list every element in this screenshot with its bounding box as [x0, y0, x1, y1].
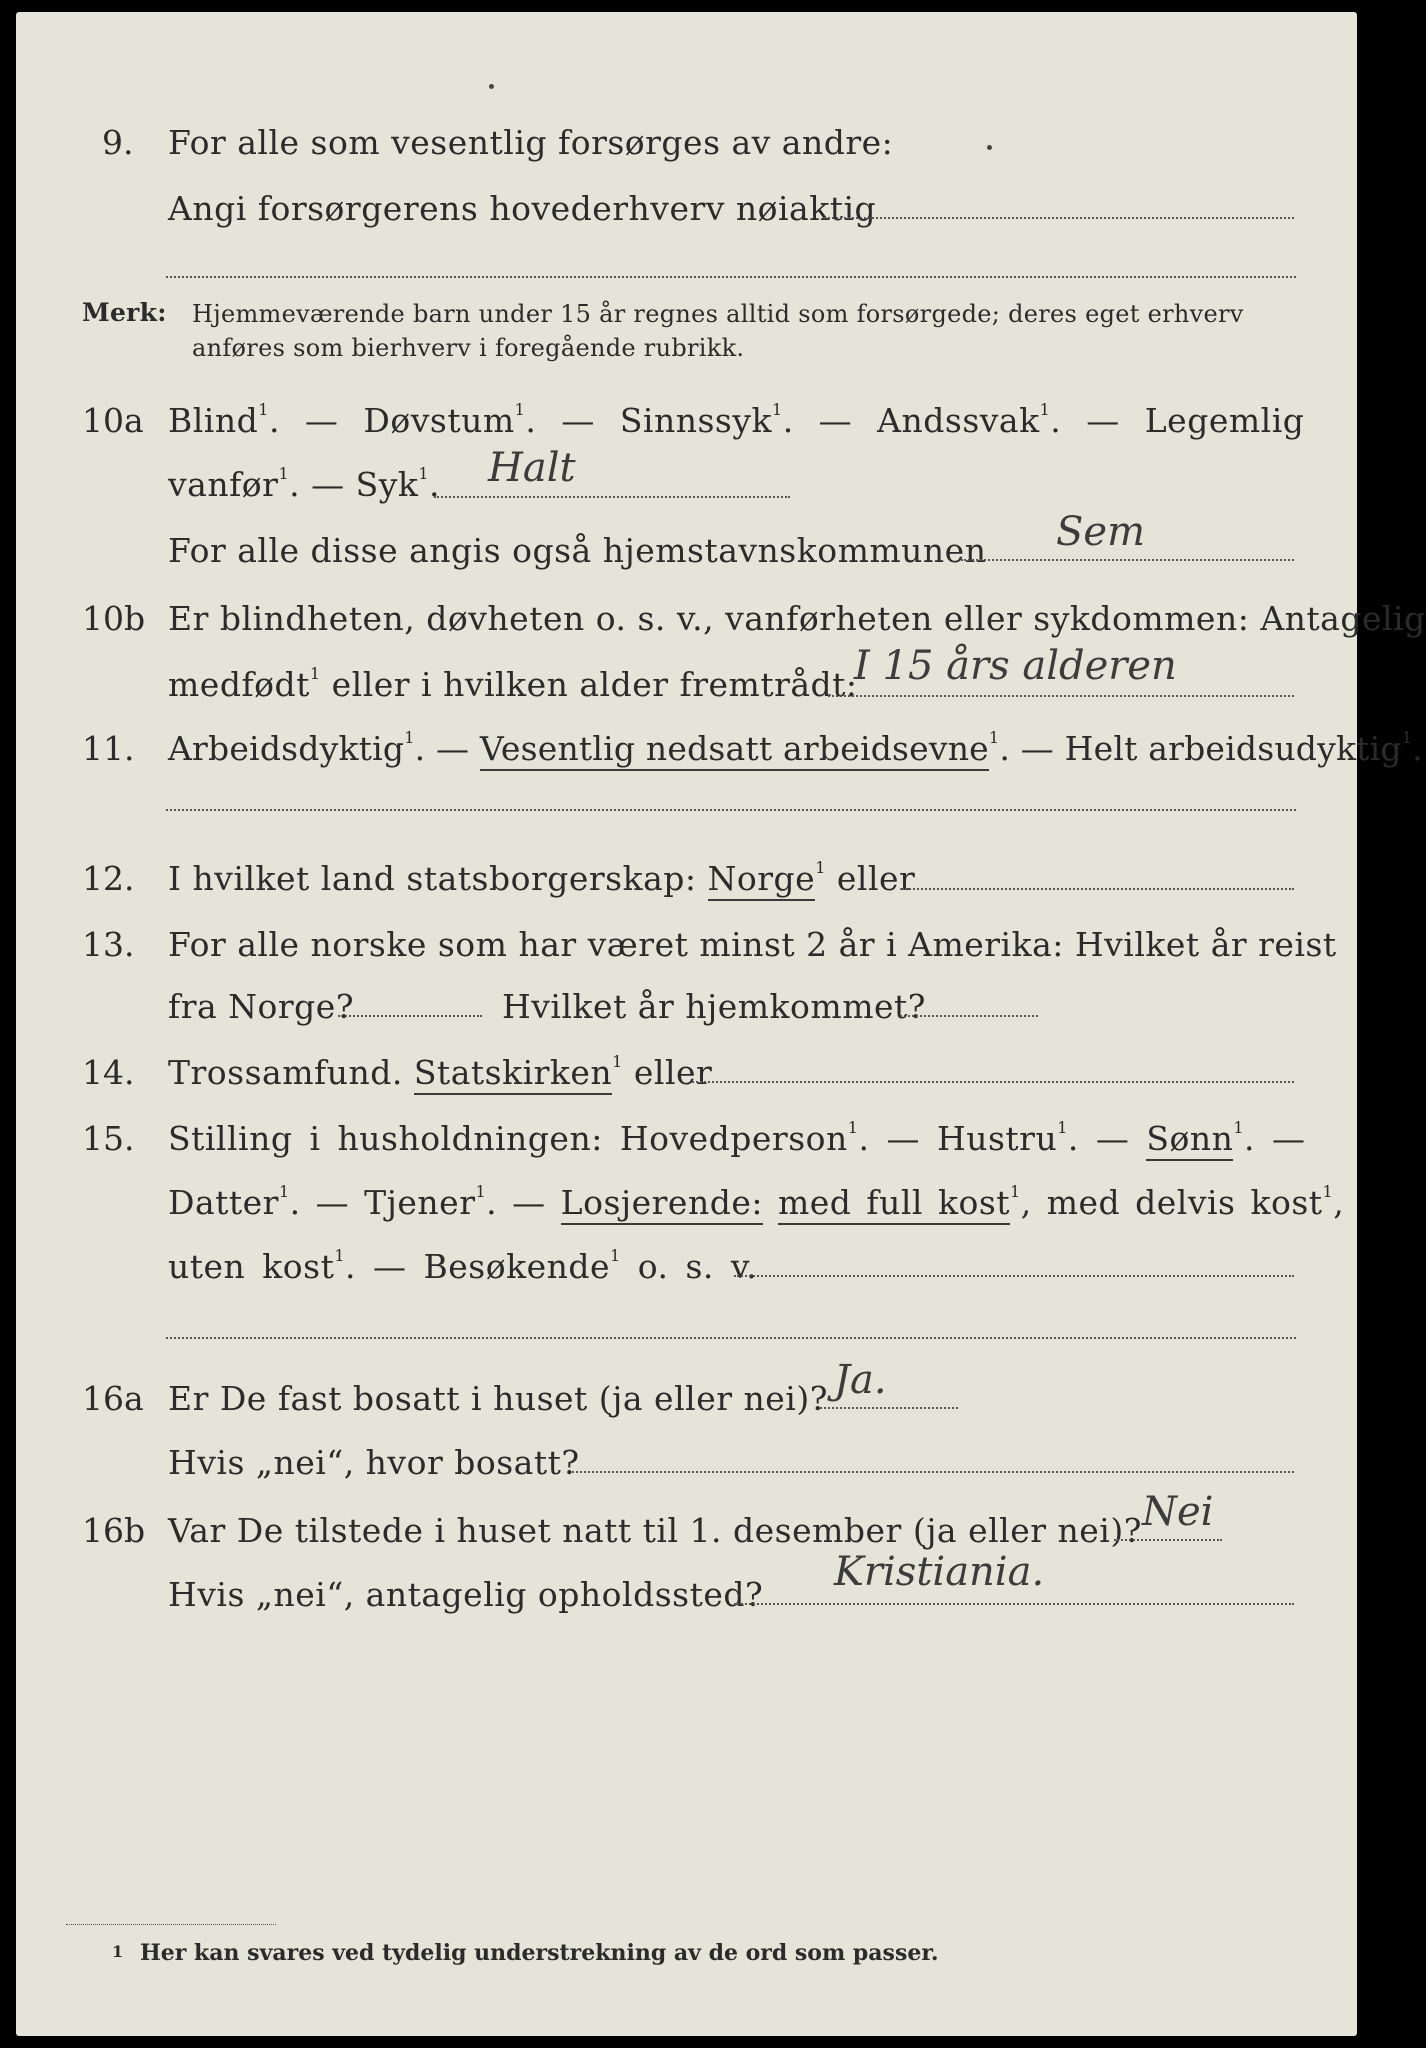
answer-tilstede-handwritten: Nei [1142, 1489, 1214, 1535]
opt-sinnssyk[interactable]: Sinnssyk [619, 401, 772, 440]
q9-line2: Angi forsørgerens hovederhverv nøiaktig [168, 189, 877, 228]
q13-reist-line[interactable] [338, 1015, 482, 1017]
q16a-line2: Hvis „nei“, hvor bosatt? [168, 1443, 580, 1482]
opt-andssvak[interactable]: Andssvak [877, 401, 1040, 440]
opt-losjerende[interactable]: Losjerende: [561, 1183, 763, 1225]
opt-syk[interactable]: Syk [355, 465, 419, 504]
q10a-kommune-line[interactable] [961, 559, 1294, 561]
q11-line: Arbeidsdyktig$^1$. — Vesentlig nedsatt arbeidsevne$^1$. — Helt arbeidsudyktig$^1$. [168, 732, 1423, 765]
q10a-syk-line[interactable] [434, 496, 790, 498]
opt-full-kost[interactable]: med full kost [778, 1183, 1010, 1225]
census-form-page [16, 12, 1426, 2036]
answer-bosatt-handwritten: Ja. [834, 1357, 887, 1403]
footnote-mark: 1 [112, 1942, 124, 1961]
q10a-line2: vanfør$^1$. — Syk$^1$. [168, 464, 441, 504]
opt-legemlig[interactable]: Legemlig [1144, 401, 1305, 440]
q14-line: Trossamfund. Statskirken$^1$ eller [168, 1056, 712, 1089]
opt-medfodt[interactable]: medfødt [168, 665, 310, 704]
ink-speck [489, 84, 494, 89]
opt-statskirken[interactable]: Statskirken [414, 1053, 612, 1095]
q10a-line1: Blind$^1$. — Døvstum$^1$. — Sinnssyk$^1$. — Andssvak$^1$. — Legemlig [168, 400, 1305, 440]
opt-datter[interactable]: Datter [168, 1183, 279, 1222]
q11-number: 11. [82, 729, 135, 768]
q16a-line1: Er De fast bosatt i huset (ja eller nei)? [168, 1379, 828, 1418]
footnote-rule [66, 1924, 276, 1925]
answer-syk-handwritten: Halt [488, 445, 576, 491]
q10b-number: 10b [82, 599, 146, 638]
q12-answer-line[interactable] [902, 888, 1294, 890]
q16a-answer-line[interactable] [820, 1407, 958, 1409]
opt-helt-arbeidsudyktig[interactable]: Helt arbeidsudyktig [1064, 729, 1402, 768]
q10b-line2: medfødt$^1$ eller i hvilken alder fremtrådt: [168, 664, 858, 704]
q16a-number: 16a [82, 1379, 144, 1418]
q13-line2a: fra Norge? [168, 987, 355, 1026]
q14-number: 14. [82, 1053, 135, 1092]
opt-vanfor[interactable]: vanfør [168, 465, 279, 504]
opt-arbeidsdyktig[interactable]: Arbeidsdyktig [168, 729, 405, 768]
q13-hjemkommet-line[interactable] [900, 1015, 1038, 1017]
merk-line1: Hjemmeværende barn under 15 år regnes alltid som forsørgede; deres eget erhverv [192, 300, 1244, 328]
q15-number: 15. [82, 1119, 135, 1158]
answer-kommune-handwritten: Sem [1056, 509, 1146, 555]
q10b-line1: Er blindheten, døvheten o. s. v., vanførheten eller sykdommen: Antagelig [168, 599, 1426, 638]
q9-answer-line-2[interactable] [166, 276, 1296, 278]
q13-line1: For alle norske som har været minst 2 år i Amerika: Hvilket år reist [168, 925, 1337, 964]
answer-opholdssted-handwritten: Kristiania. [834, 1549, 1045, 1595]
opt-vesentlig-nedsatt[interactable]: Vesentlig nedsatt arbeidsevne [480, 729, 989, 771]
footnote-text: Her kan svares ved tydelig understrekning av de ord som passer. [140, 1940, 939, 1966]
q11-answer-line[interactable] [166, 809, 1296, 811]
opt-sonn[interactable]: Sønn [1146, 1119, 1233, 1161]
q13-line2b: Hvilket år hjemkommet? [502, 987, 926, 1026]
merk-label: Merk: [82, 298, 167, 327]
q9-line1: For alle som vesentlig forsørges av andre: [168, 123, 894, 162]
q13-number: 13. [82, 925, 135, 964]
q9-answer-line[interactable] [824, 217, 1294, 219]
q15-answer-line[interactable] [734, 1275, 1294, 1277]
q12-number: 12. [82, 859, 135, 898]
q15-line2: Datter$^1$. — Tjener$^1$. — Losjerende: med full kost$^1$, med delvis kost$^1$, [168, 1186, 1344, 1219]
opt-hustru[interactable]: Hustru [936, 1119, 1058, 1158]
q10a-number: 10a [82, 401, 144, 440]
q10b-answer-line[interactable] [828, 695, 1294, 697]
q14-answer-line[interactable] [692, 1081, 1294, 1083]
q15-line3: uten kost$^1$. — Besøkende$^1$ o. s. v. [168, 1246, 758, 1286]
opt-norge[interactable]: Norge [708, 859, 816, 901]
q16b-line2: Hvis „nei“, antagelig opholdssted? [168, 1575, 764, 1614]
q15-answer-line-2[interactable] [166, 1337, 1296, 1339]
opt-dovstum[interactable]: Døvstum [363, 401, 515, 440]
opt-hovedperson[interactable]: Hovedperson [619, 1119, 848, 1158]
opt-blind[interactable]: Blind [168, 401, 259, 440]
q9-number: 9. [102, 123, 134, 162]
q16b-number: 16b [82, 1511, 146, 1550]
q10a-line3: For alle disse angis også hjemstavnskommunen [168, 531, 987, 570]
q16b-answer-line[interactable] [1114, 1539, 1222, 1541]
opt-uten-kost[interactable]: uten kost [168, 1247, 335, 1286]
merk-line2: anføres som bierhverv i foregående rubrikk. [192, 334, 745, 362]
opt-delvis-kost[interactable]: med delvis kost [1046, 1183, 1323, 1222]
q15-line1: Stilling i husholdningen: Hovedperson$^1$. — Hustru$^1$. — Sønn$^1$. — [168, 1122, 1306, 1155]
q16b-line1: Var De tilstede i huset natt til 1. desember (ja eller nei)? [168, 1511, 1142, 1550]
q16a-bosatt-line[interactable] [572, 1471, 1294, 1473]
answer-alder-handwritten: I 15 års alderen [854, 643, 1177, 689]
opt-tjener[interactable]: Tjener [364, 1183, 476, 1222]
ink-speck [987, 145, 992, 150]
q16b-opholdssted-line[interactable] [734, 1603, 1294, 1605]
q12-line: I hvilket land statsborgerskap: Norge$^1$ eller [168, 862, 915, 895]
opt-besokende[interactable]: Besøkende [423, 1247, 611, 1286]
